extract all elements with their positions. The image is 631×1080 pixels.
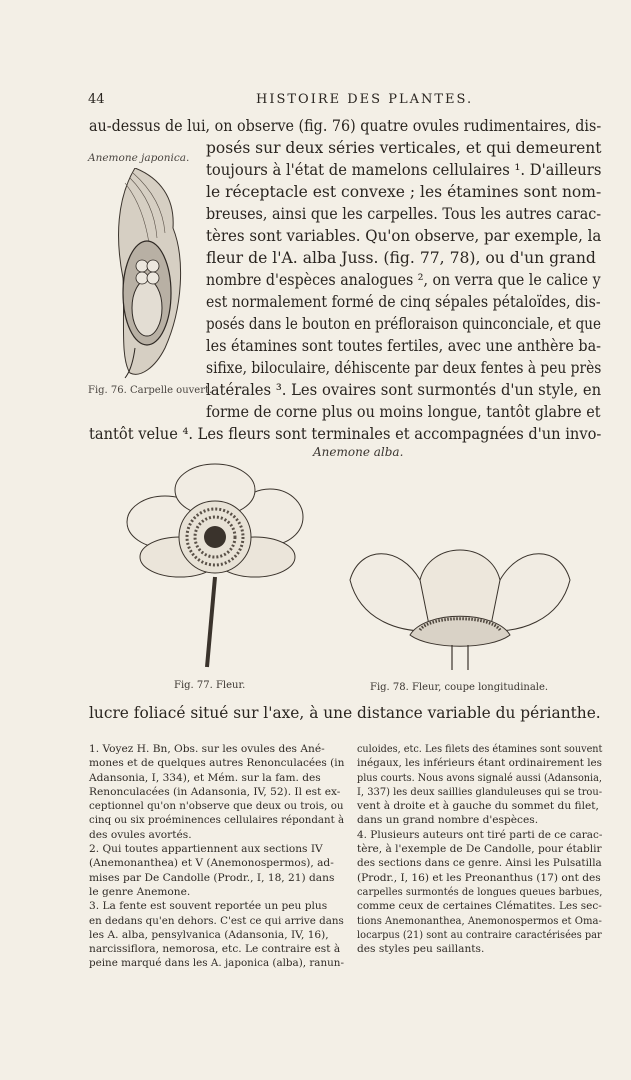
page-number: 44 [88,92,105,107]
footnote-line: (Prodr., I, 16) et les Preonanthus (17) ont des [357,871,601,884]
body-line: au-dessus de lui, on observe (fig. 76) quatre ovules rudimentaires, dis- [89,117,602,135]
footnote-line: vent à droite et à gauche du sommet du filet, [357,800,599,813]
footnote-line: I, 337) les deux saillies glanduleuses qui se trou- [357,785,603,798]
footnote-line: cinq ou six proéminences cellulaires répondant à [89,814,345,827]
body-line: lucre foliacé situé sur l'axe, à une distance variable du périanthe. [89,704,601,722]
footnote-line: tère, à l'exemple de De Candolle, pour établir [357,843,602,856]
body-line: forme de corne plus ou moins longue, tantôt glabre et [206,403,601,421]
footnotes-left-column [89,742,344,971]
footnote-line: tions Anemonanthea, Anemonospermos et Oma- [357,914,602,927]
footnote-line: 1. Voyez H. Bn, Obs. sur les ovules des Ané- [89,743,325,755]
footnote-line: narcissiflora, nemorosa, etc. Le contraire est à [89,943,341,956]
footnote-line: Renonculacées (in Adansonia, IV, 52). Il est ex- [89,785,341,798]
body-line: posés dans le bouton en préfloraison quinconciale, et que [206,315,601,333]
body-line: tères sont variables. Qu'on observe, par exemple, la [206,227,602,245]
footnote-line: mises par De Candolle (Prodr., I, 18, 21) dans [89,871,335,884]
footnote-line: locarpus (21) sont au contraire caractérisées par [357,928,602,941]
fig76-caption: Fig. 76. Carpelle ouvert. [88,385,213,396]
body-line: breuses, ainsi que les carpelles. Tous les autres carac- [206,205,602,223]
running-title: HISTOIRE DES PLANTES. [256,92,474,107]
flower-illustration [125,462,305,672]
footnote-line: des ovules avortés. [89,828,192,841]
fig78-caption: Fig. 78. Fleur, coupe longitudinale. [370,682,549,693]
footnote-line: 2. Qui toutes appartiennent aux sections IV [89,843,323,856]
footnote-line: le genre Anemone. [89,885,191,898]
footnote-line: 3. La fente est souvent reportée un peu plus [89,900,328,913]
body-line: le réceptacle est convexe ; les étamines sont nom- [206,183,602,201]
footnote-line: Adansonia, I, 334), et Mém. sur la fam. des [89,771,321,784]
figure-title: Anemone alba. [313,445,404,459]
body-line: fleur de l'A. alba Juss. (fig. 77, 78), ou d'un grand [206,249,596,267]
footnote-line: 4. Plusieurs auteurs ont tiré parti de ce carac- [357,828,603,841]
footnote-line: comme ceux de certaines Clématites. Les sec- [357,900,602,913]
footnote-line: peine marqué dans les A. japonica (alba), ranun- [89,957,344,970]
body-line: latérales ³. Les ovaires sont surmontés d'un style, en [206,381,602,399]
body-line: est normalement formé de cinq sépales pétaloïdes, dis- [206,293,601,311]
footnote-line: en dedans qu'en dehors. C'est ce qui arrive dans [89,914,344,927]
footnote-line: mones et de quelques autres Renonculacées (in [89,757,345,770]
carpel-illustration [105,168,191,380]
footnote-line: culoides, etc. Les filets des étamines sont souvent [357,743,603,755]
fig77-caption: Fig. 77. Fleur. [174,680,246,691]
fig76-title: Anemone japonica. [88,152,190,164]
footnote-line: plus courts. Nous avons signalé aussi (Adansonia, [357,771,602,784]
footnote-line: des sections dans ce genre. Ainsi les Pulsatilla [357,857,602,870]
footnote-line: des styles peu saillants. [357,943,485,956]
footnotes-right-column [357,742,602,956]
body-line: toujours à l'état de mamelons cellulaires ¹. D'ailleurs [206,161,602,179]
body-line: sifixe, biloculaire, déhiscente par deux fentes à peu près [206,359,602,377]
body-line: les étamines sont toutes fertiles, avec une anthère ba- [206,337,601,355]
footnote-line: (Anemonanthea) et V (Anemonospermos), ad- [89,857,334,870]
footnote-line: ceptionnel qu'on n'observe que deux ou trois, ou [89,800,344,813]
flower-section-illustration [340,540,580,675]
footnote-line: les A. alba, pensylvanica (Adansonia, IV, 16), [89,928,329,941]
body-line: tantôt velue ⁴. Les fleurs sont terminales et accompagnées d'un invo- [89,425,602,443]
footnote-line: dans un grand nombre d'espèces. [357,814,539,827]
footnote-line: carpelles surmontés de longues queues barbues, [357,885,603,898]
body-line: posés sur deux séries verticales, et qui demeurent [206,139,602,157]
body-line: nombre d'espèces analogues ², on verra que le calice y [206,271,601,289]
footnote-line: inégaux, les inférieurs étant ordinairement les [357,757,603,770]
page-header [88,92,600,110]
